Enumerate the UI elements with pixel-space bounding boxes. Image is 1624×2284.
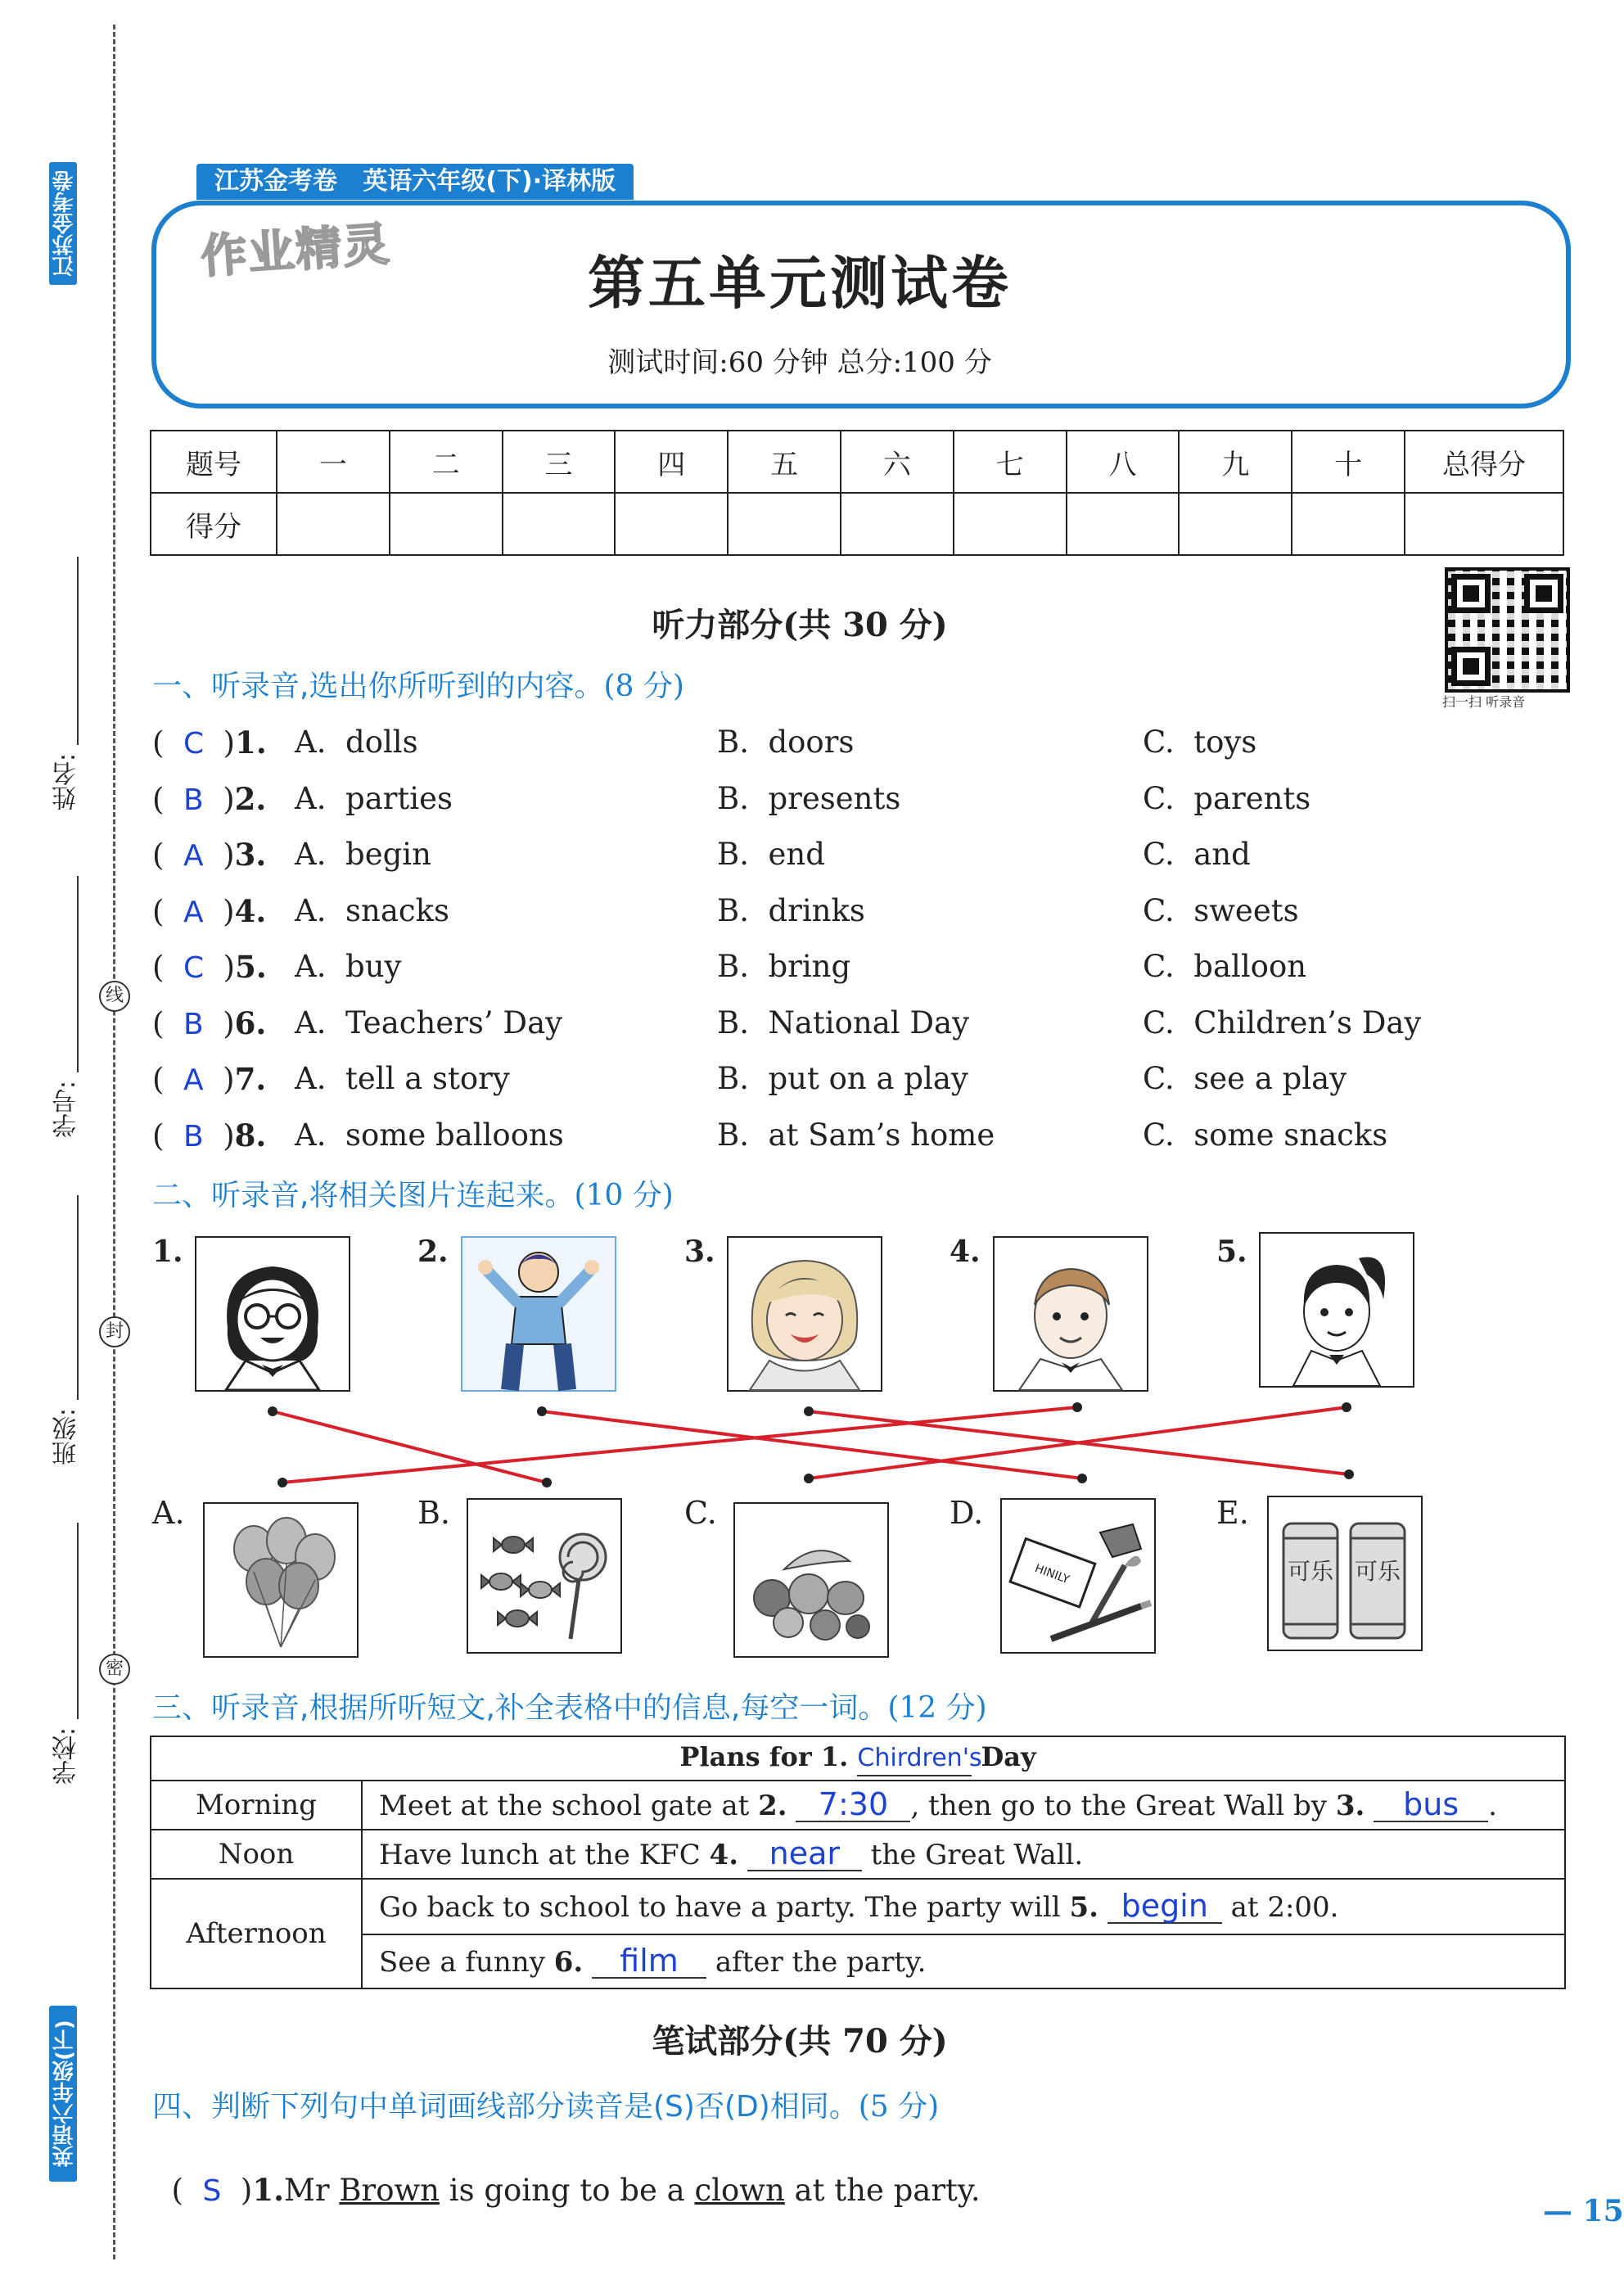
- pic-label-4: 4.: [950, 1235, 981, 1269]
- picture-smiling-girl[interactable]: [727, 1236, 882, 1392]
- answer-blank-3[interactable]: bus: [1374, 1788, 1488, 1822]
- score-col: 七: [954, 431, 1067, 493]
- class-label: 班级:: [52, 1408, 81, 1466]
- paint-brushes-icon: [1002, 1500, 1154, 1652]
- part1-item: [152, 1061, 1560, 1097]
- option-c: C. Children’s Day: [1143, 1005, 1422, 1040]
- match-line-3-E: [809, 1411, 1349, 1474]
- part1-item: [152, 1117, 1560, 1153]
- match-dot[interactable]: [1342, 1402, 1351, 1412]
- part4-instruction-text: 四、判断下列句中单词画线部分读音是(S)否(D)相同。: [152, 2090, 859, 2124]
- part1-answer[interactable]: A: [183, 839, 204, 873]
- pic-label-C: C.: [684, 1495, 717, 1531]
- name-blank[interactable]: [77, 557, 79, 745]
- part1-num: 4.: [234, 893, 267, 929]
- picture-girl-with-glasses[interactable]: [195, 1236, 350, 1392]
- option-a: A. dolls: [295, 724, 418, 760]
- part1-answer[interactable]: B: [183, 783, 204, 817]
- match-dot[interactable]: [542, 1478, 552, 1487]
- row-label-afternoon: Afternoon: [151, 1879, 362, 1988]
- part3-instruction-text: 三、听录音,根据所听短文,补全表格中的信息,每空一词。: [152, 1691, 888, 1725]
- option-c: C. toys: [1143, 724, 1257, 760]
- answer-blank-6[interactable]: film: [592, 1944, 706, 1979]
- part1-answer[interactable]: C: [183, 951, 205, 985]
- score-table: [150, 430, 1564, 556]
- student-no-blank[interactable]: [77, 876, 79, 1072]
- score-cell[interactable]: [1179, 493, 1292, 555]
- watermark-logo: 作业精灵: [199, 217, 393, 285]
- part4-num-1: 1.: [252, 2172, 284, 2208]
- sweets-lollipop-icon: [468, 1500, 620, 1652]
- paren-close: ): [203, 782, 235, 817]
- num-4: 4.: [709, 1839, 739, 1871]
- score-cell[interactable]: [615, 493, 728, 555]
- option-a: A. parties: [295, 781, 453, 816]
- picture-balloons[interactable]: [203, 1502, 359, 1658]
- cola-label-left: 可乐: [1287, 1558, 1334, 1585]
- listening-heading: 听力部分(共 30 分): [652, 606, 948, 644]
- option-a: A. snacks: [295, 893, 450, 928]
- pic-label-2: 2.: [417, 1235, 449, 1269]
- part3-points: (12 分): [887, 1691, 987, 1725]
- plans-table-title: [151, 1736, 1565, 1781]
- score-cell[interactable]: [1292, 493, 1405, 555]
- paren-close: ): [203, 837, 235, 873]
- morning-text-end: .: [1488, 1790, 1497, 1822]
- part1-answer[interactable]: B: [183, 1120, 204, 1153]
- match-line-2-D: [542, 1411, 1082, 1478]
- paren-open: (: [152, 782, 183, 817]
- part1-item: [152, 781, 1560, 817]
- option-b: B. bring: [717, 949, 851, 984]
- option-b: B. doors: [717, 724, 855, 760]
- num-2: 2.: [758, 1790, 787, 1822]
- balloons-icon: [205, 1504, 357, 1656]
- option-a: A. tell a story: [295, 1061, 510, 1096]
- score-cell[interactable]: [390, 493, 503, 555]
- paren-open: (: [152, 1118, 183, 1153]
- part1-instruction: [152, 663, 684, 705]
- pic-label-D: D.: [950, 1495, 984, 1531]
- option-a: A. Teachers’ Day: [295, 1005, 563, 1040]
- option-b: B. end: [717, 837, 825, 872]
- score-col: 五: [728, 431, 841, 493]
- num-5: 5.: [1069, 1891, 1098, 1924]
- paren-open: (: [152, 950, 183, 985]
- seal-char-line: 线: [99, 981, 130, 1012]
- part4-item-1: [152, 2137, 981, 2208]
- girl-with-glasses-icon: [196, 1238, 349, 1390]
- paren-open: (: [171, 2173, 203, 2208]
- part2-instruction: [152, 1172, 674, 1214]
- match-dot[interactable]: [1077, 1474, 1087, 1483]
- school-label: 学校:: [52, 1727, 81, 1785]
- score-col: 四: [615, 431, 728, 493]
- smiling-girl-icon: [729, 1238, 881, 1390]
- morning-cell: [362, 1781, 1565, 1830]
- seal-char-secret: 密: [99, 1654, 130, 1685]
- match-line-4-A: [282, 1407, 1077, 1483]
- girl-with-ponytail-icon: [1261, 1234, 1413, 1386]
- score-col: 一: [277, 431, 390, 493]
- score-row-label: 得分: [151, 493, 277, 555]
- part1-item: [152, 724, 1560, 761]
- part4-answer-1[interactable]: S: [202, 2174, 222, 2208]
- paren-open: (: [152, 1062, 183, 1097]
- match-dot[interactable]: [268, 1406, 277, 1416]
- option-b: B. National Day: [717, 1005, 969, 1040]
- noon-text-post: the Great Wall.: [870, 1839, 1084, 1871]
- option-c: C. see a play: [1143, 1061, 1347, 1096]
- answer-blank-2[interactable]: 7:30: [796, 1788, 910, 1822]
- score-col: 十: [1292, 431, 1405, 493]
- plans-title-pre: Plans for: [679, 1740, 812, 1772]
- cola-cans-icon: [1269, 1497, 1421, 1650]
- paren-open: (: [152, 894, 183, 929]
- paren-close: ): [203, 1062, 235, 1097]
- school-blank[interactable]: [77, 1523, 79, 1719]
- part1-item: [152, 1005, 1560, 1041]
- edition-side-strip: 英语六年级(下): [49, 2006, 77, 2182]
- paren-close: ): [204, 725, 236, 761]
- row-label-morning: Morning: [151, 1781, 362, 1830]
- score-col: 八: [1067, 431, 1180, 493]
- answer-blank-5[interactable]: begin: [1107, 1889, 1222, 1924]
- option-a: A. buy: [295, 949, 402, 984]
- name-label: 姓名:: [52, 753, 81, 811]
- part1-num: 8.: [234, 1117, 267, 1153]
- score-col: 六: [841, 431, 954, 493]
- paren-open: (: [152, 837, 183, 873]
- pic-label-B: B.: [417, 1495, 451, 1531]
- part1-item: [152, 893, 1560, 929]
- plans-table: [150, 1736, 1566, 1989]
- row-label-noon: Noon: [151, 1830, 362, 1879]
- exam-info: 测试时间:60 分钟 总分:100 分: [607, 346, 992, 379]
- paren-close: ): [221, 2173, 253, 2208]
- written-heading: 笔试部分(共 70 分): [652, 2022, 948, 2061]
- part4-instruction: [152, 2083, 939, 2125]
- paren-open: (: [152, 725, 183, 761]
- page-title: 第五单元测试卷: [588, 249, 1012, 317]
- part2-points: (10 分): [574, 1179, 674, 1212]
- match-dot[interactable]: [537, 1406, 547, 1416]
- seal-char-seal: 封: [99, 1316, 130, 1347]
- picture-boy-waving[interactable]: [461, 1236, 616, 1392]
- plans-title-num: 1.: [820, 1740, 849, 1772]
- match-line-1-B: [273, 1411, 547, 1483]
- option-a: A. begin: [295, 837, 431, 872]
- part1-num: 1.: [235, 724, 267, 761]
- paint-box-brand: HINILY: [1032, 1562, 1071, 1587]
- match-dot[interactable]: [1344, 1469, 1354, 1479]
- score-cell[interactable]: [277, 493, 390, 555]
- score-col: 二: [390, 431, 503, 493]
- part4-points: (5 分): [858, 2090, 940, 2124]
- answer-blank-4[interactable]: near: [747, 1837, 862, 1871]
- option-c: C. parents: [1143, 781, 1311, 816]
- picture-fruit[interactable]: [733, 1502, 889, 1658]
- pic-label-A: A.: [152, 1495, 185, 1531]
- num-6: 6.: [553, 1946, 584, 1979]
- score-total-label: 总得分: [1405, 431, 1563, 493]
- answer-blank-1[interactable]: Chirdren's: [857, 1742, 972, 1776]
- pic-label-5: 5.: [1216, 1235, 1247, 1269]
- part4-text-mid: is going to be a: [439, 2173, 695, 2208]
- option-a: A. some balloons: [295, 1117, 564, 1153]
- part1-answer[interactable]: A: [183, 896, 204, 929]
- paren-open: (: [152, 1006, 183, 1041]
- option-b: B. presents: [717, 781, 901, 816]
- page-number: — 15: [1543, 2194, 1624, 2228]
- score-col: 三: [503, 431, 616, 493]
- picture-paint-and-brushes[interactable]: [1000, 1498, 1156, 1654]
- option-b: B. at Sam’s home: [717, 1117, 995, 1153]
- afternoon-cell-2: [362, 1934, 1565, 1988]
- match-dot[interactable]: [277, 1478, 287, 1487]
- picture-sweets-and-lollipop[interactable]: [467, 1498, 622, 1654]
- score-cell[interactable]: [1405, 493, 1563, 555]
- paren-close: ): [204, 950, 236, 985]
- pic-label-1: 1.: [152, 1235, 183, 1269]
- match-dot[interactable]: [804, 1406, 814, 1416]
- boy-waving-icon: [462, 1238, 615, 1390]
- part1-answer[interactable]: A: [183, 1063, 204, 1097]
- part3-instruction: [152, 1685, 987, 1727]
- afternoon-text-2-post: after the party.: [715, 1946, 927, 1979]
- morning-text-mid: , then go to the Great Wall by: [910, 1790, 1327, 1822]
- paren-close: ): [203, 1006, 235, 1041]
- score-header-label: 题号: [151, 431, 277, 493]
- part1-num: 7.: [234, 1061, 267, 1097]
- match-line-5-C: [809, 1407, 1347, 1478]
- picture-girl-with-ponytail[interactable]: [1259, 1232, 1414, 1388]
- qr-caption: 扫一扫 听录音: [1442, 694, 1526, 710]
- afternoon-text-2-pre: See a funny: [379, 1946, 545, 1979]
- part4-text-pre: Mr: [283, 2173, 340, 2208]
- part4-underlined-2: clown: [694, 2173, 785, 2208]
- score-cell[interactable]: [954, 493, 1067, 555]
- option-c: C. some snacks: [1143, 1117, 1388, 1153]
- part1-points: (8 分): [603, 670, 684, 703]
- part1-item: [152, 949, 1560, 985]
- pic-label-3: 3.: [684, 1235, 715, 1269]
- part1-num: 3.: [234, 837, 267, 873]
- part1-num: 2.: [234, 781, 267, 817]
- part4-text-post: at the party.: [784, 2173, 981, 2208]
- plans-title-post: Day: [981, 1740, 1036, 1772]
- cola-label-right: 可乐: [1354, 1558, 1401, 1585]
- pic-label-E: E.: [1216, 1495, 1249, 1531]
- afternoon-text-1-pre: Go back to school to have a party. The party will: [379, 1891, 1061, 1924]
- picture-boy-in-shirt[interactable]: [993, 1236, 1148, 1392]
- option-c: C. balloon: [1143, 949, 1307, 984]
- afternoon-text-1-post: at 2:00.: [1230, 1891, 1339, 1924]
- picture-cola-cans[interactable]: [1267, 1496, 1423, 1651]
- part1-answer[interactable]: C: [183, 727, 205, 761]
- afternoon-cell-1: [362, 1879, 1565, 1934]
- part2-instruction-text: 二、听录音,将相关图片连起来。: [152, 1179, 575, 1212]
- noon-cell: [362, 1830, 1565, 1879]
- paren-close: ): [203, 1118, 235, 1153]
- fruit-icon: [735, 1504, 887, 1656]
- option-b: B. drinks: [717, 893, 865, 928]
- morning-text-pre: Meet at the school gate at: [379, 1790, 750, 1822]
- part1-item: [152, 837, 1560, 873]
- match-dot[interactable]: [804, 1474, 814, 1483]
- option-c: C. sweets: [1143, 893, 1299, 928]
- score-cell[interactable]: [841, 493, 954, 555]
- noon-text-pre: Have lunch at the KFC: [379, 1839, 701, 1871]
- class-blank[interactable]: [77, 1195, 79, 1400]
- num-3: 3.: [1335, 1790, 1365, 1822]
- paren-close: ): [203, 894, 235, 929]
- part4-underlined-1: Brown: [339, 2173, 440, 2208]
- brand-side-strip: 江苏金考卷: [49, 162, 77, 285]
- part1-instruction-text: 一、听录音,选出你所听到的内容。: [152, 670, 604, 703]
- part1-answer[interactable]: B: [183, 1008, 204, 1041]
- series-banner: 江苏金考卷 英语六年级(下)·译林版: [196, 164, 634, 200]
- boy-in-shirt-icon: [995, 1238, 1147, 1390]
- part1-num: 5.: [235, 949, 267, 985]
- student-no-label: 学号:: [52, 1081, 81, 1139]
- score-cell[interactable]: [503, 493, 616, 555]
- qr-code[interactable]: [1445, 567, 1570, 693]
- score-cell[interactable]: [728, 493, 841, 555]
- score-cell[interactable]: [1067, 493, 1180, 555]
- match-dot[interactable]: [1072, 1402, 1082, 1412]
- option-b: B. put on a play: [717, 1061, 968, 1096]
- score-col: 九: [1179, 431, 1292, 493]
- option-c: C. and: [1143, 837, 1251, 872]
- part1-num: 6.: [234, 1005, 267, 1041]
